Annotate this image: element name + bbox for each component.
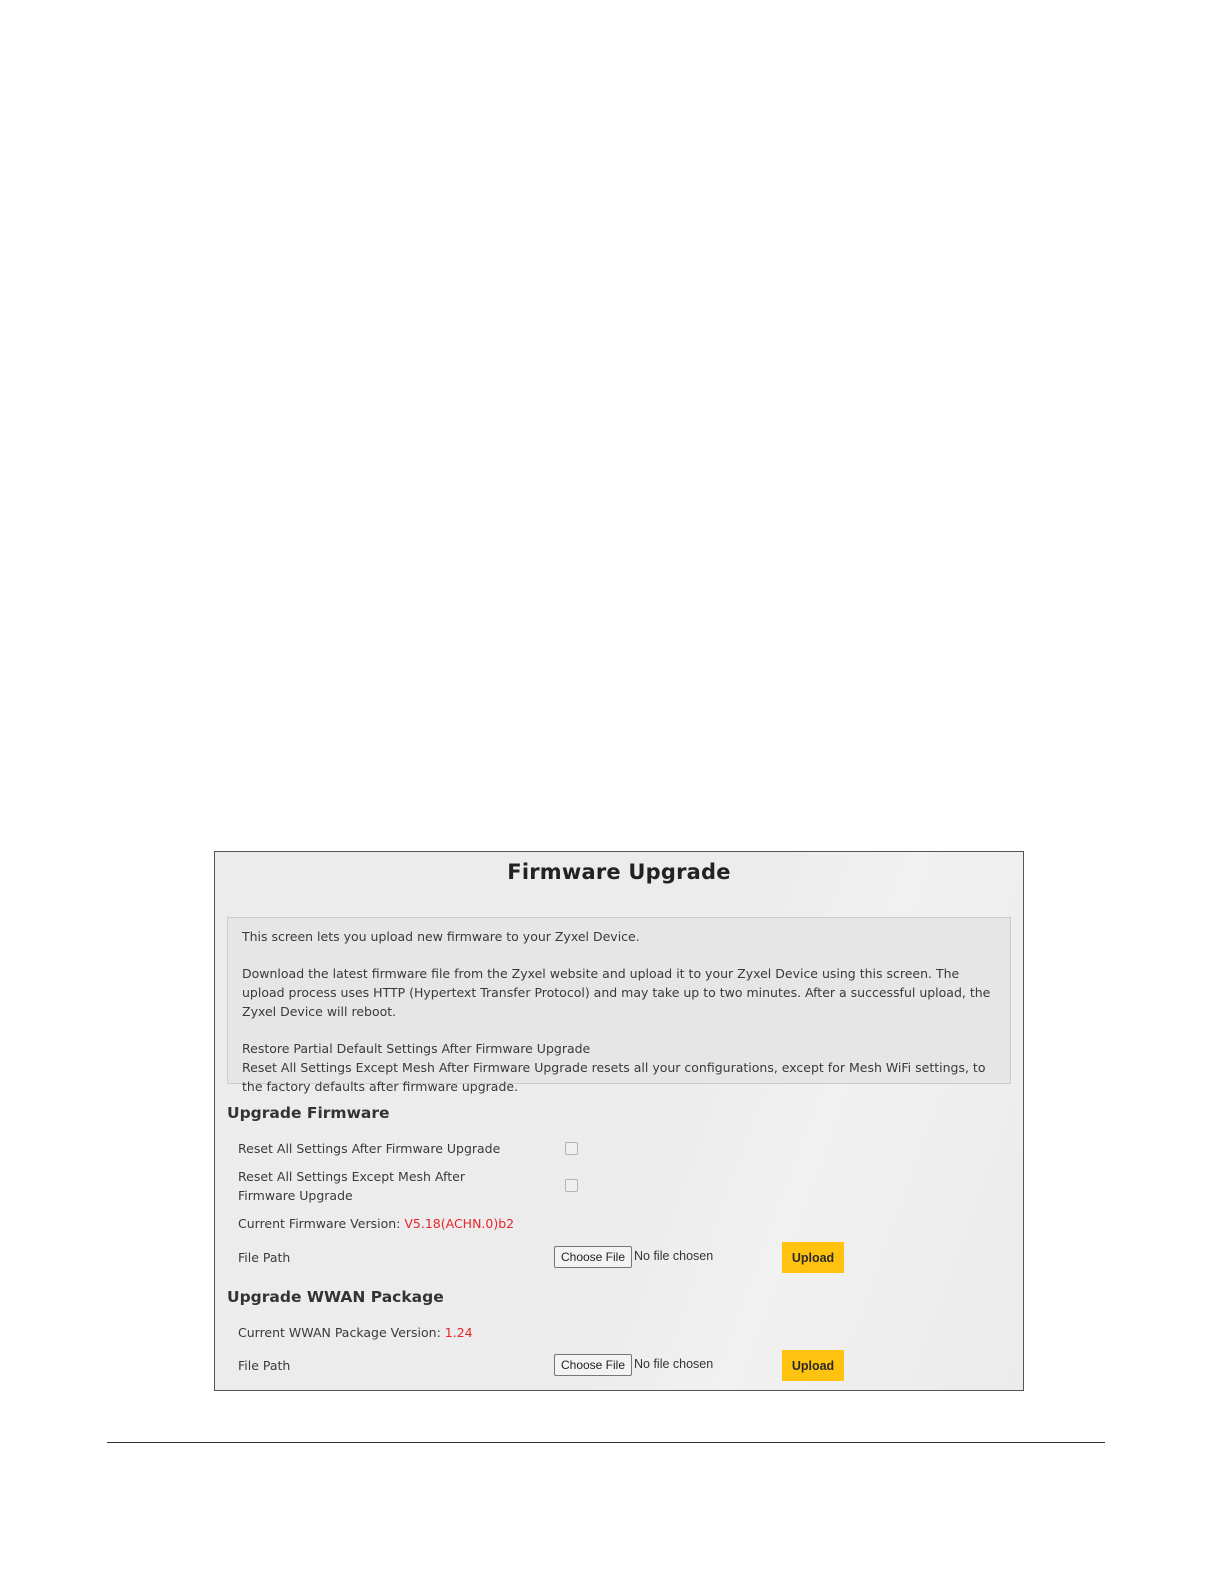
info-line-reset-mesh: Reset All Settings Except Mesh After Firmware Upgrade resets all your configurations, except for Mesh WiFi settings, to the factory defaults after firmware upgrade.	[242, 1060, 986, 1094]
wwan-upload-button[interactable]: Upload	[782, 1350, 844, 1381]
wwan-choose-file-button[interactable]: Choose File	[554, 1354, 632, 1376]
reset-all-label: Reset All Settings After Firmware Upgrade	[238, 1141, 501, 1156]
firmware-choose-file-button[interactable]: Choose File	[554, 1246, 632, 1268]
reset-except-mesh-checkbox[interactable]	[565, 1179, 578, 1192]
reset-except-mesh-label: Reset All Settings Except Mesh After Firmware Upgrade	[238, 1169, 465, 1203]
info-line-download: Download the latest firmware file from the Zyxel website and upload it to your Zyxel Device using this screen. The upload process uses HTTP (Hypertext Transfer Protocol) and may take up to two minutes. After a successful upload, the Zyxel Device will reboot.	[242, 966, 991, 1019]
section-title-upgrade-firmware: Upgrade Firmware	[227, 1104, 390, 1122]
firmware-upload-button[interactable]: Upload	[782, 1242, 844, 1273]
current-wwan-version	[238, 1323, 473, 1342]
firmware-no-file-text: No file chosen	[634, 1249, 714, 1263]
current-firmware-version-value: V5.18(ACHN.0)b2	[404, 1216, 515, 1231]
info-box	[227, 917, 1011, 1094]
footer-divider	[107, 1442, 1105, 1443]
current-firmware-version-label: Current Firmware Version:	[238, 1216, 401, 1231]
current-wwan-version-value: 1.24	[444, 1325, 473, 1340]
current-firmware-version	[238, 1214, 514, 1233]
info-line-intro: This screen lets you upload new firmware to your Zyxel Device.	[242, 929, 640, 944]
firmware-file-path-label: File Path	[238, 1250, 291, 1265]
current-wwan-version-label: Current WWAN Package Version:	[238, 1325, 441, 1340]
wwan-no-file-text: No file chosen	[634, 1357, 714, 1371]
reset-all-checkbox[interactable]	[565, 1142, 578, 1155]
section-title-upgrade-wwan: Upgrade WWAN Package	[227, 1288, 444, 1306]
wwan-file-path-label: File Path	[238, 1358, 291, 1373]
firmware-upgrade-panel	[214, 851, 1024, 1391]
page-title: Firmware Upgrade	[507, 860, 731, 884]
info-line-restore: Restore Partial Default Settings After Firmware Upgrade	[242, 1041, 591, 1056]
